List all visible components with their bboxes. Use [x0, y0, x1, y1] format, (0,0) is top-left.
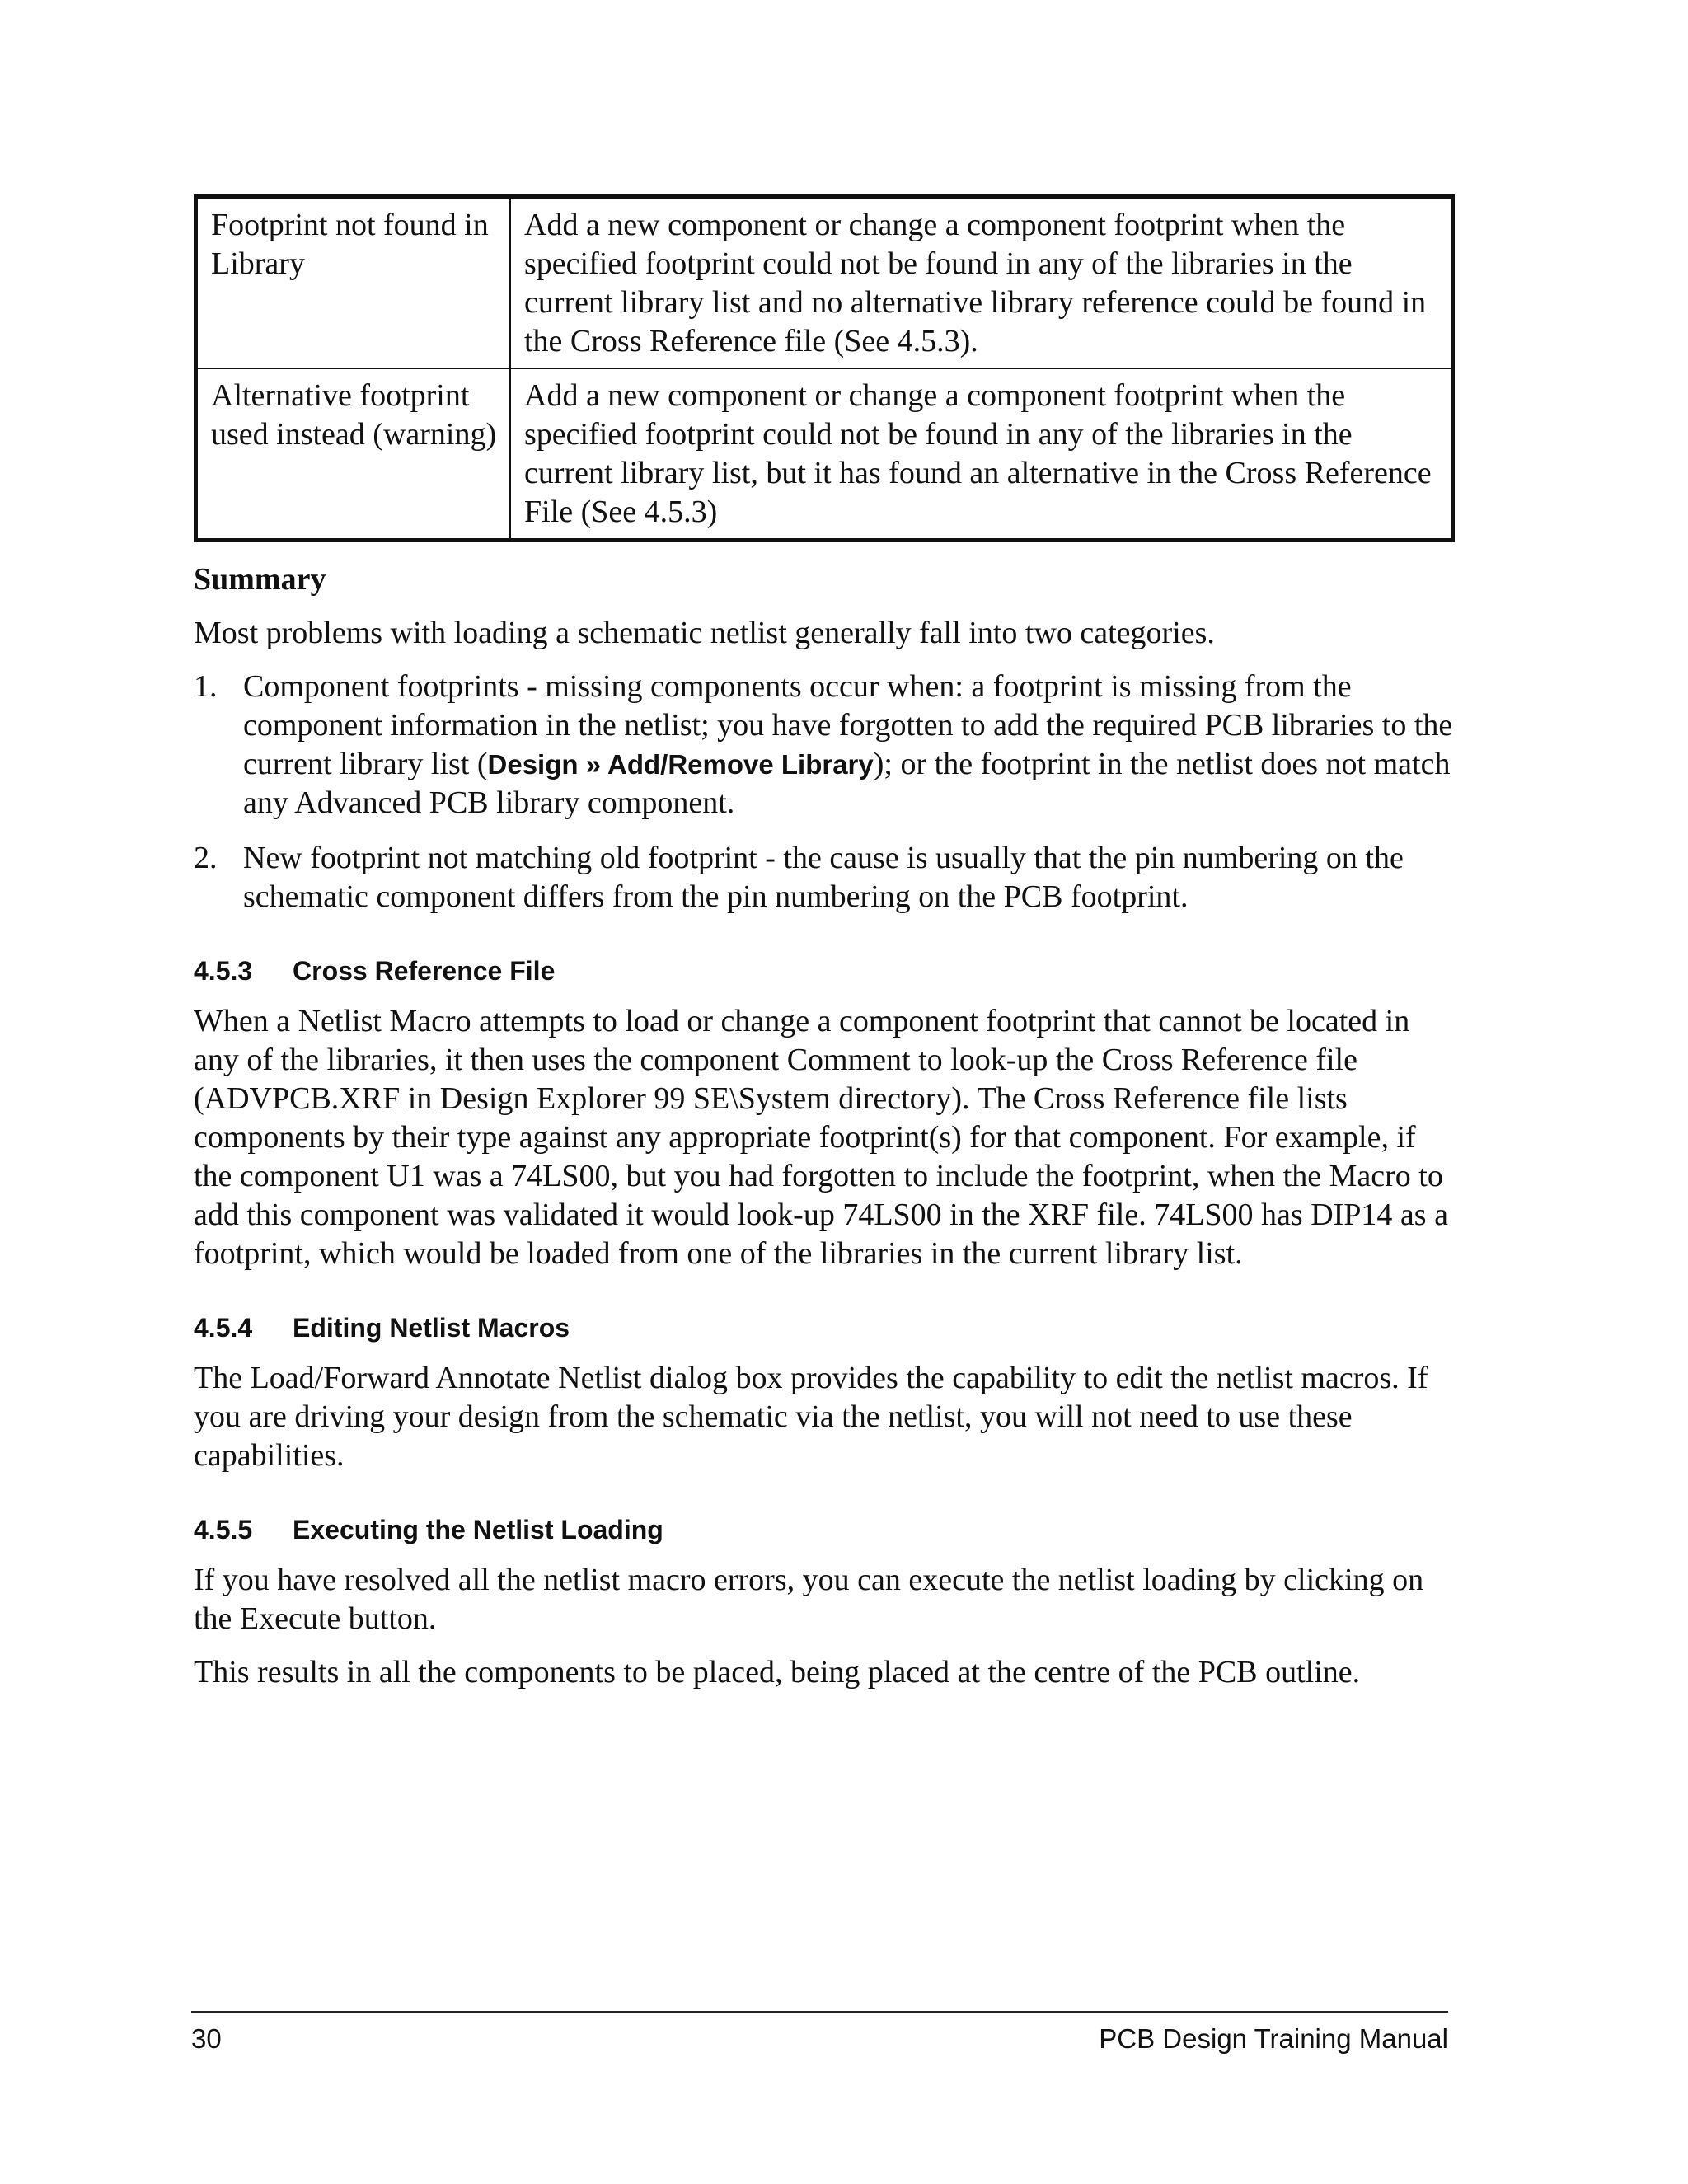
- table-row: [196, 197, 1453, 369]
- section-paragraph: When a Netlist Macro attempts to load or change a component footprint that cannot be located in any of the libraries, it then uses the component Comment to look-up the Cross Reference file (ADVPCB.XRF in Design Explorer 99 SE\System directory). The Cross Reference file lists components by their type against any appropriate footprint(s) for that component. For example, if the component U1 was a 74LS00, but you had forgotten to include the footprint, when the Macro to add this component was validated it would look-up 74LS00 in the XRF file. 74LS00 has DIP14 as a footprint, which would be loaded from one of the libraries in the current library list.: [194, 1004, 1448, 1271]
- manual-title: PCB Design Training Manual: [1099, 2023, 1448, 2054]
- section-paragraph: This results in all the components to be placed, being placed at the centre of the PCB outline.: [194, 1655, 1361, 1690]
- list-item: [194, 839, 1455, 916]
- page-footer: [191, 2011, 1448, 2055]
- list-item-text: ); or the footprint in the netlist does not match any Advanced PCB library component.: [243, 747, 1451, 820]
- section-heading-executing-loading: [194, 1513, 1455, 1546]
- summary-intro: Most problems with loading a schematic netlist generally fall into two categories.: [194, 616, 1215, 650]
- netlist-error-table: [194, 194, 1455, 542]
- section-title: Editing Netlist Macros: [293, 1313, 570, 1343]
- list-item-text: Component footprints - missing components occur when: a footprint is missing from the component information in the netlist; you have forgotten to add the required PCB libraries to the current library list (: [243, 669, 1453, 781]
- summary-heading: Summary: [194, 562, 326, 597]
- section-paragraph: If you have resolved all the netlist macro errors, you can execute the netlist loading by clicking on the Execute button.: [194, 1563, 1424, 1636]
- summary-list: [194, 668, 1455, 916]
- error-description-cell: Add a new component or change a component footprint when the specified footprint could not be found in any of the libraries in the current library list, but it has found an alternative in the Cross Reference File (See 4.5.3): [510, 368, 1453, 541]
- section-number: 4.5.5: [194, 1515, 253, 1544]
- page-body: [194, 194, 1455, 1692]
- section-number: 4.5.3: [194, 956, 253, 986]
- list-item: [194, 668, 1455, 823]
- error-name-cell: Alternative footprint used instead (warning): [196, 368, 511, 541]
- menu-path: Design » Add/Remove Library: [487, 749, 874, 780]
- list-item-number: 2.: [194, 841, 218, 875]
- table-row: [196, 368, 1453, 541]
- section-paragraph: The Load/Forward Annotate Netlist dialog box provides the capability to edit the netlist macros. If you are driving your design from the schematic via the netlist, you will not need to use these capabilities.: [194, 1361, 1428, 1473]
- page-number: 30: [191, 2023, 222, 2054]
- list-item-text: New footprint not matching old footprint - the cause is usually that the pin numbering on the schematic component differs from the pin numbering on the PCB footprint.: [243, 841, 1404, 914]
- section-title: Cross Reference File: [293, 956, 556, 986]
- section-number: 4.5.4: [194, 1313, 253, 1343]
- error-name-cell: Footprint not found in Library: [196, 197, 511, 369]
- section-title: Executing the Netlist Loading: [293, 1515, 663, 1544]
- section-heading-editing-macros: [194, 1311, 1455, 1344]
- section-heading-cross-reference: [194, 954, 1455, 987]
- error-description-cell: Add a new component or change a component footprint when the specified footprint could not be found in any of the libraries in the current library list and no alternative library reference could be found in the Cross Reference file (See 4.5.3).: [510, 197, 1453, 369]
- list-item-number: 1.: [194, 669, 218, 704]
